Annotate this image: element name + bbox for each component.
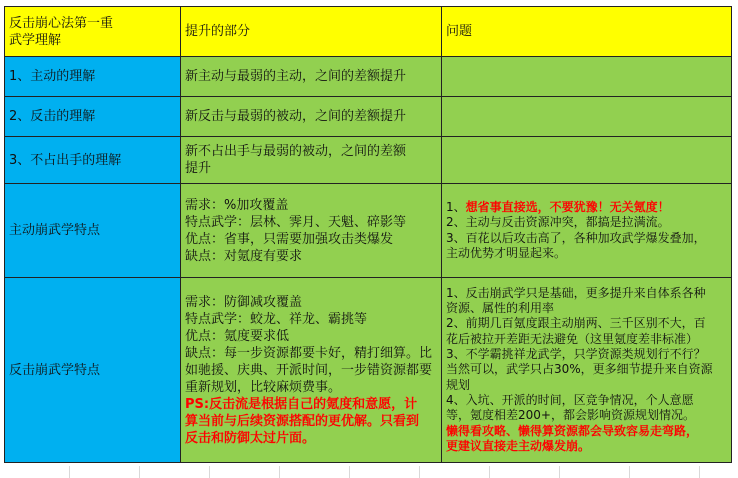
row-active-traits-improve[interactable]: 需求：%加攻覆盖 特点武学：层林、霁月、天魁、碎影等 优点：省事，只需要加强攻击类爆发 缺点：对氪度有要求 — [181, 184, 442, 278]
row-active-traits-issue[interactable]: 1、想省事直接选，不要犹豫！无关氪度！ 2、主动与反击资源冲突，都搞是拉满流。 3、百花以后攻击高了，各种加攻武学爆发叠加， 主动优势才明显起来。 — [442, 184, 732, 278]
highlight-text: PS:反击流是根据自己的氪度和意愿，计 — [185, 396, 418, 412]
highlight-text: 算当前与后续资源搭配的更优解。只看到 — [185, 413, 420, 429]
header-improve[interactable]: 提升的部分 — [181, 7, 442, 57]
row-counter-understanding-issue[interactable] — [442, 97, 732, 137]
highlight-text: 更建议直接走主动爆发崩。 — [446, 438, 591, 453]
row-active-understanding-improve[interactable]: 新主动与最弱的主动，之间的差额提升 — [181, 57, 442, 97]
row-counter-traits-issue[interactable]: 1、反击崩武学只是基础，更多提升来自体系各种 资源、属性的利用率 2、前期几百氪度跟主动崩两、三千区别不大，百 花后被拉开差距无法避免（这里氪度差非标准） 3、不学霸挑祥龙武学，只学资源类规划行不行？ 当然可以，武学只占30%，更多细节提升来自资源 规划 4、入坑、开派的时间，区竞争情况，个人意愿 等，氪度相差200+，都会影响资源规划情况。 懒得看攻略、懒得算资源都会导致容易走弯路， 更建议直接走主动爆发崩。 — [442, 278, 732, 463]
header-topic-line2: 武学理解 — [9, 32, 62, 48]
row-counter-traits-improve[interactable]: 需求：防御减攻覆盖 特点武学：蛟龙、祥龙、霸挑等 优点：氪度要求低 缺点：每一步资源都要卡好，精打细算。比 如驰援、庆典、开派时间，一步错资源都要 重新规划，比较麻烦费事。 PS:反击流是根据自己的氪度和意愿，计 算当前与后续资源搭配的更优解。只看到 反击和防御太过片面。 — [181, 278, 442, 463]
header-topic-line1: 反击崩心法第一重 — [9, 15, 114, 31]
header-topic[interactable] — [5, 7, 181, 57]
sheet-gridlines — [0, 466, 738, 478]
highlight-text: 懒得看攻略、懒得算资源都会导致容易走弯路， — [446, 423, 699, 438]
row-active-traits-label[interactable]: 主动崩武学特点 — [5, 184, 181, 278]
row-counter-understanding-improve[interactable]: 新反击与最弱的被动，之间的差额提升 — [181, 97, 442, 137]
highlight-text: 想省事直接选，不要犹豫！无关氪度！ — [465, 199, 670, 214]
row-noturn-understanding-label[interactable]: 3、不占出手的理解 — [5, 137, 181, 184]
row-counter-understanding-label[interactable]: 2、反击的理解 — [5, 97, 181, 137]
row-noturn-understanding-issue[interactable] — [442, 137, 732, 184]
row-noturn-understanding-improve[interactable]: 新不占出手与最弱的被动，之间的差额 提升 — [181, 137, 442, 184]
row-active-understanding-label[interactable]: 1、主动的理解 — [5, 57, 181, 97]
row-counter-traits-label[interactable]: 反击崩武学特点 — [5, 278, 181, 463]
wuxue-table — [4, 6, 732, 463]
highlight-text: 反击和防御太过片面。 — [185, 430, 316, 446]
row-active-understanding-issue[interactable] — [442, 57, 732, 97]
header-issue[interactable]: 问题 — [442, 7, 732, 57]
